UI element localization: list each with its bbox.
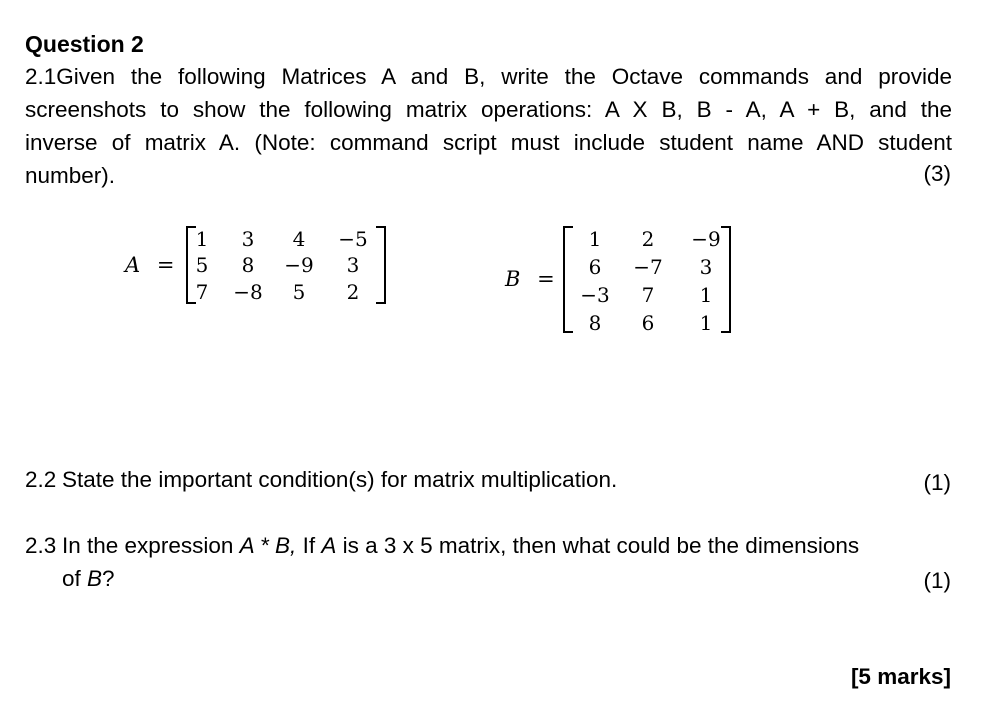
q23-marks: (1): [923, 568, 951, 593]
matrix-b-cell: −7: [633, 255, 663, 279]
matrix-b-cell: −9: [691, 227, 721, 251]
matrix-b-cell: 1: [588, 227, 602, 251]
q23-var-a: A: [321, 533, 337, 558]
matrix-b-equals: =: [537, 267, 555, 291]
matrix-b-cell: 3: [699, 255, 713, 279]
matrix-a-label: [125, 253, 174, 277]
q23-expression: A * B,: [239, 533, 297, 558]
matrix-a-cell: 3: [241, 227, 255, 251]
matrix-b-cell: 1: [699, 311, 713, 335]
matrix-a-grid: [186, 226, 386, 304]
matrix-a-equals: =: [156, 253, 175, 277]
matrix-b-cell: 6: [588, 255, 602, 279]
q21-line-2: screenshots to show the following matrix operations: A X B, B - A, A + B, and the: [25, 97, 952, 122]
matrix-a-cell: 5: [292, 280, 306, 304]
total-marks: [5 marks]: [850, 664, 951, 689]
matrix-b: [563, 226, 731, 333]
matrix-a: [186, 226, 386, 304]
question-title: Question 2: [25, 31, 144, 57]
matrix-b-cell: −3: [580, 283, 610, 307]
q23-text-a: In the expression: [62, 533, 240, 558]
matrix-b-symbol: B: [505, 267, 521, 291]
matrix-a-cell: −9: [284, 253, 314, 277]
matrix-b-cell: 7: [641, 283, 655, 307]
q21-line-3: inverse of matrix A. (Note: command script must include student name AND student: [25, 130, 952, 155]
q21-line-4: number).: [25, 163, 116, 188]
q21-marks: (3): [923, 161, 951, 186]
q23-line-1: [62, 533, 952, 559]
matrix-a-cell: 1: [195, 227, 209, 251]
matrix-b-cell: 2: [641, 227, 655, 251]
matrix-a-cell: 5: [195, 253, 209, 277]
q23-text-d: of: [62, 566, 88, 591]
matrix-a-symbol: A: [125, 253, 141, 277]
matrix-a-cell: −5: [338, 227, 368, 251]
matrix-a-cell: 8: [241, 253, 255, 277]
q23-text-e: ?: [102, 566, 115, 591]
q23-var-b: B: [87, 566, 103, 591]
q23-text-c: is a 3 x 5 matrix, then what could be the dimensions: [336, 533, 860, 558]
q23-text-b: If: [296, 533, 322, 558]
q22-text: State the important condition(s) for matrix multiplication.: [62, 467, 618, 492]
q21-line-1: 2.1Given the following Matrices A and B, write the Octave commands and provide: [25, 64, 952, 89]
matrix-a-cell: 2: [346, 280, 360, 304]
q23-line-2: [62, 566, 115, 592]
q22-marks: (1): [923, 470, 951, 495]
matrix-a-cell: −8: [233, 280, 263, 304]
matrix-a-cell: 4: [292, 227, 306, 251]
matrix-b-cell: 1: [699, 283, 713, 307]
matrix-b-cell: 6: [641, 311, 655, 335]
q22-number: 2.2: [25, 467, 57, 492]
matrix-b-cell: 8: [588, 311, 602, 335]
matrix-b-grid: [563, 226, 731, 333]
matrix-b-label: [505, 267, 555, 291]
matrix-a-cell: 3: [346, 253, 360, 277]
matrix-a-cell: 7: [195, 280, 209, 304]
question-2-1-text: [25, 60, 952, 192]
q23-number: 2.3: [25, 533, 57, 558]
